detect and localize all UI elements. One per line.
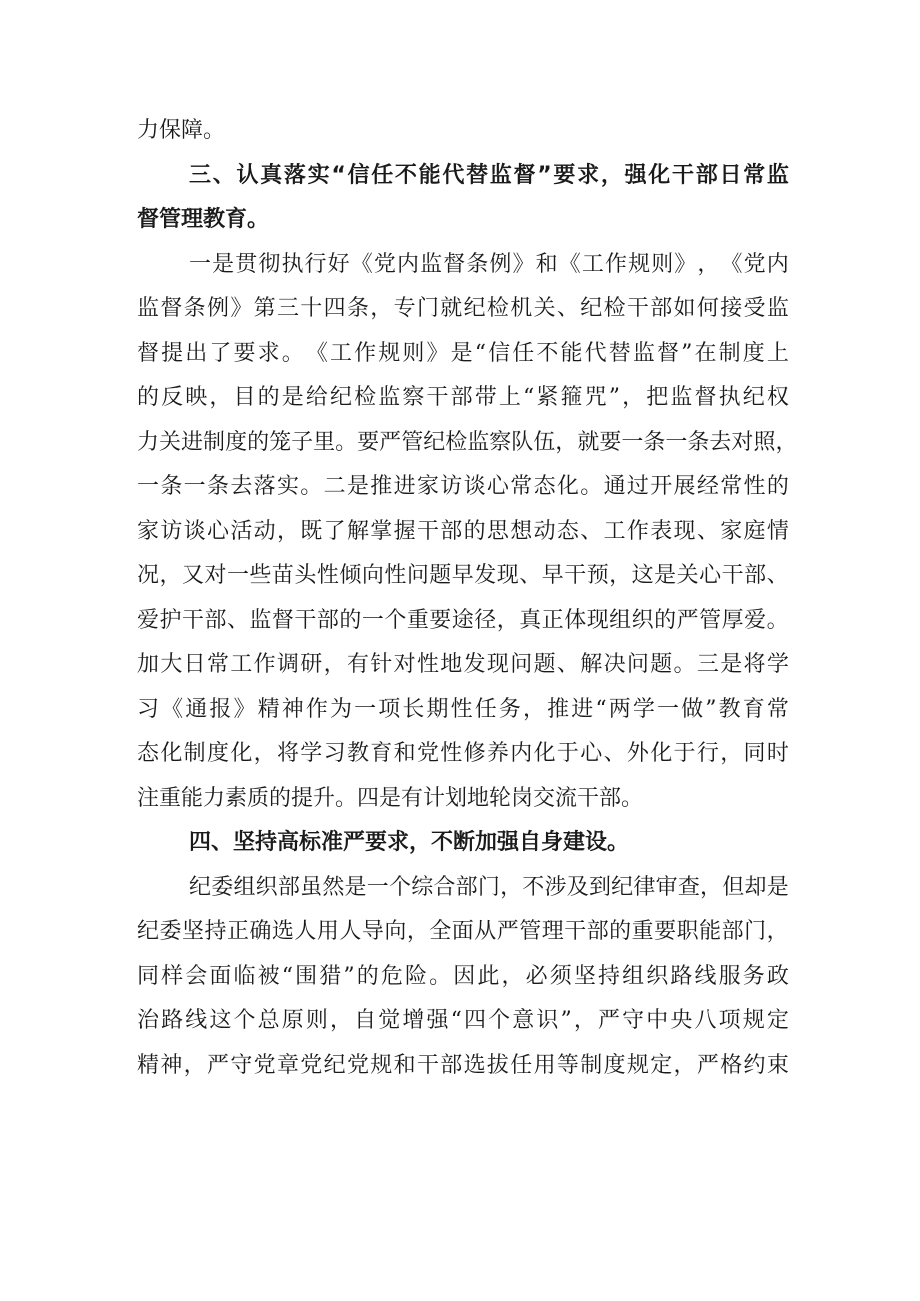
paragraph-line: 一 是 贯 彻 执 行 好 《 党 内 监 督 条 例 》 和 《 工 作 规 则 》 ， 《 党 内 [189,251,789,277]
paragraph-line: 治 路 线 这 个 总 原 则 ， 自 觉 增 强 “ 四 个 意 识 ” ， 严 守 中 央 八 项 规 定 [137,1008,789,1033]
paragraph-line: 纪 委 坚 持 正 确 选 人 用 人 导 向 ， 全 面 从 严 管 理 干 部 的 重 要 职 能 部 门 ， [137,919,789,944]
paragraph-line: 督 提 出 了 要 求 。 《 工 作 规 则 》 是 “ 信 任 不 能 代 替 监 督 ” 在 制 度 上 [137,340,789,366]
paragraph-line: 监 督 条 例 》 第 三 十 四 条 ， 专 门 就 纪 检 机 关 、 纪 检 干 部 如 何 接 受 监 [137,296,789,321]
section-heading-line: 督管理教育。 [137,207,270,232]
paragraph-line: 纪 委 组 织 部 虽 然 是 一 个 综 合 部 门 ， 不 涉 及 到 纪 律 审 查 ， 但 却 是 [189,874,789,900]
paragraph-line: 爱 护 干 部 、 监 督 干 部 的 一 个 重 要 途 径 ， 真 正 体 现 组 织 的 严 管 厚 爱 。 [137,607,789,633]
section-heading-line: 四、坚持高标准严要求，不断加强自身建设。 [189,830,630,855]
paragraph-line: 态 化 制 度 化 ， 将 学 习 教 育 和 党 性 修 养 内 化 于 心 、 外 化 于 行 ， 同 时 [137,741,789,766]
paragraph-line: 力 关 进 制 度 的 笼 子 里 。 要 严 管 纪 检 监 察 队 伍 ， 就 要 一 条 一 条 去 对 照 ， [137,429,798,455]
paragraph-line: 的 反 映 ， 目 的 是 给 纪 检 监 察 干 部 带 上 “ 紧 箍 咒 ” ， 把 监 督 执 纪 权 [137,385,789,410]
paragraph-line: 家 访 谈 心 活 动 ， 既 了 解 掌 握 干 部 的 思 想 动 态 、 工 作 表 现 、 家 庭 情 [137,518,789,544]
paragraph-line: 一 条 一 条 去 落 实 。 二 是 推 进 家 访 谈 心 常 态 化 。 通 过 开 展 经 常 性 的 [137,474,789,499]
section-heading-line: 三 、 认 真 落 实 “ 信 任 不 能 代 替 监 督 ” 要 求 ， 强 化 干 部 日 常 监 [189,162,789,188]
paragraph-line: 精 神 ， 严 守 党 章 党 纪 党 规 和 干 部 选 拔 任 用 等 制 度 规 定 ， 严 格 约 束 [137,1052,789,1078]
paragraph-line: 注重能力素质的提升。四是有计划地轮岗交流干部。 [137,785,644,811]
paragraph-line: 况 ， 又 对 一 些 苗 头 性 倾 向 性 问 题 早 发 现 、 早 干 预 ， 这 是 关 心 干 部 、 [137,563,789,588]
paragraph-line: 习 《 通 报 》 精 神 作 为 一 项 长 期 性 任 务 ， 推 进 “ 两 学 一 做 ” 教 育 常 [137,696,789,722]
paragraph-line: 同 样 会 面 临 被 “ 围 猎 ” 的 危 险 。 因 此 ， 必 须 坚 持 组 织 路 线 服 务 政 [137,963,789,989]
paragraph-line: 力保障。 [137,118,226,143]
paragraph-line: 加 大 日 常 工 作 调 研 ， 有 针 对 性 地 发 现 问 题 、 解 决 问 题 。 三 是 将 学 [137,652,789,677]
